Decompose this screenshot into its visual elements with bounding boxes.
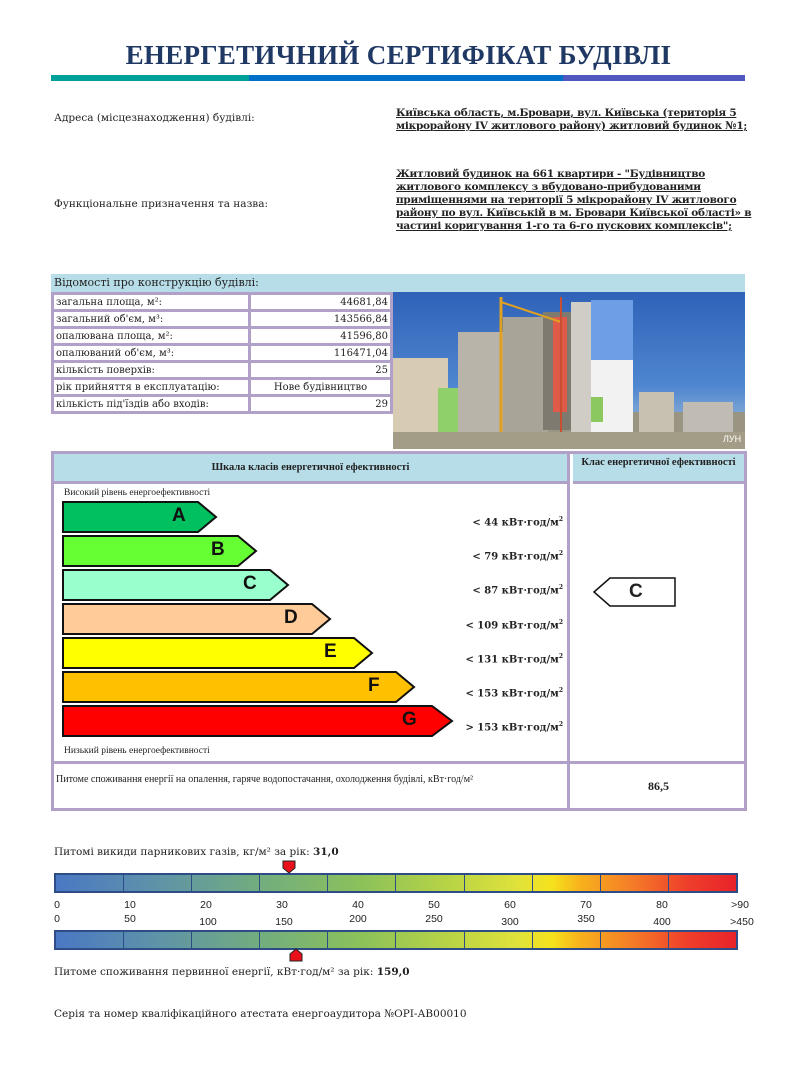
construction-header: Відомості про конструкцію будівлі: xyxy=(51,274,745,292)
row-label: кількість поверхів: xyxy=(53,362,250,379)
energy-scale-table xyxy=(51,451,747,811)
class-body xyxy=(573,484,744,761)
building-photo xyxy=(393,292,745,449)
purpose-value: Житловий будинок на 661 квартири - "Будівництво житлового комплексу з вбудовано-прибудованими приміщеннями на території 5 мікрорайону IV житлового району по вул. Київській в м. Бровари Київської області» в частині коригування 1-го та 6-го пускових комплексів"; xyxy=(396,168,752,232)
row-value: 25 xyxy=(250,362,392,379)
class-band-d: D xyxy=(62,603,332,635)
consumption-label: Питоме споживання енергії на опалення, гаряче водопостачання, охолодження будівлі, кВт·год/м² xyxy=(54,764,570,808)
threshold-e: < 131 $кВт\cdot год/м^2$ xyxy=(465,653,563,666)
class-band-b: B xyxy=(62,535,258,567)
scale-body xyxy=(54,484,570,761)
table-row xyxy=(53,362,392,379)
class-band-g: G xyxy=(62,705,454,737)
current-class-marker: C xyxy=(593,577,677,607)
class-band-e: E xyxy=(62,637,374,669)
threshold-g: > 153 $кВт\cdot год/м^2$ xyxy=(465,721,563,734)
table-row xyxy=(53,396,392,413)
gas-emissions-scale xyxy=(54,873,738,893)
class-band-f: F xyxy=(62,671,416,703)
table-row xyxy=(53,328,392,345)
photo-watermark: ЛУН xyxy=(723,434,742,444)
high-efficiency-label: Високий рівень енергоефективності xyxy=(64,488,211,498)
class-band-c: C xyxy=(62,569,290,601)
row-label: загальний об'єм, м³: xyxy=(53,311,250,328)
threshold-f: < 153 $кВт\cdot год/м^2$ xyxy=(465,687,563,700)
table-row xyxy=(53,311,392,328)
gas-marker-icon xyxy=(282,860,296,874)
row-value: 29 xyxy=(250,396,392,413)
primary-marker-icon xyxy=(289,948,303,962)
threshold-d: < 109 $кВт\cdot год/м^2$ xyxy=(465,619,563,632)
consumption-row xyxy=(54,761,744,808)
row-label: опалюваний об'єм, м³: xyxy=(53,345,250,362)
table-row xyxy=(53,345,392,362)
primary-ticks: 0 50 100 150 200 250 300 350 400 >450 xyxy=(54,913,754,928)
row-value: 143566,84 xyxy=(250,311,392,328)
row-value: 116471,04 xyxy=(250,345,392,362)
threshold-c: < 87 $кВт\cdot год/м^2$ xyxy=(472,584,563,597)
row-label: рік прийняття в експлуатацію: xyxy=(53,379,250,396)
primary-energy-scale xyxy=(54,930,738,950)
address-value: Київська область, м.Бровари, вул. Київська (територія 5 мікрорайону IV житлового району) житловий будинок №1; xyxy=(396,107,748,132)
row-value: 44681,84 xyxy=(250,294,392,311)
primary-energy-label: Питоме споживання первинної енергії, кВт·год/м² за рік: 159,0 xyxy=(54,966,410,978)
consumption-value: 86,5 xyxy=(648,779,669,793)
auditor-certificate: Серія та номер кваліфікаційного атестата енергоаудитора №ОРІ-АВ00010 xyxy=(54,1008,467,1020)
row-label: загальна площа, м²: xyxy=(53,294,250,311)
row-label: опалювана площа, м²: xyxy=(53,328,250,345)
class-band-a: A xyxy=(62,501,218,533)
low-efficiency-label: Низький рівень енергоефективності xyxy=(64,746,210,756)
page-title: ЕНЕРГЕТИЧНИЙ СЕРТИФІКАТ БУДІВЛІ xyxy=(125,40,672,70)
row-value: 41596,80 xyxy=(250,328,392,345)
title-underline xyxy=(51,75,745,81)
row-value: Нове будівництво xyxy=(250,379,392,396)
class-header: Клас енергетичної ефективності xyxy=(573,454,744,484)
purpose-label: Функціональне призначення та назва: xyxy=(54,198,268,210)
address-label: Адреса (місцезнаходження) будівлі: xyxy=(54,112,255,124)
gas-ticks: 0 10 20 30 40 50 60 70 80 >90 xyxy=(54,899,749,911)
scale-header: Шкала класів енергетичної ефективності xyxy=(54,454,570,484)
threshold-a: < 44 $кВт\cdot год/м^2$ xyxy=(472,516,563,529)
construction-table xyxy=(51,292,393,414)
table-row xyxy=(53,379,392,396)
table-row xyxy=(53,294,392,311)
threshold-b: < 79 $кВт\cdot год/м^2$ xyxy=(472,550,563,563)
gas-emissions-label: Питомі викиди парникових газів, кг/м² за рік: 31,0 xyxy=(54,846,339,858)
row-label: кількість під'їздів або входів: xyxy=(53,396,250,413)
